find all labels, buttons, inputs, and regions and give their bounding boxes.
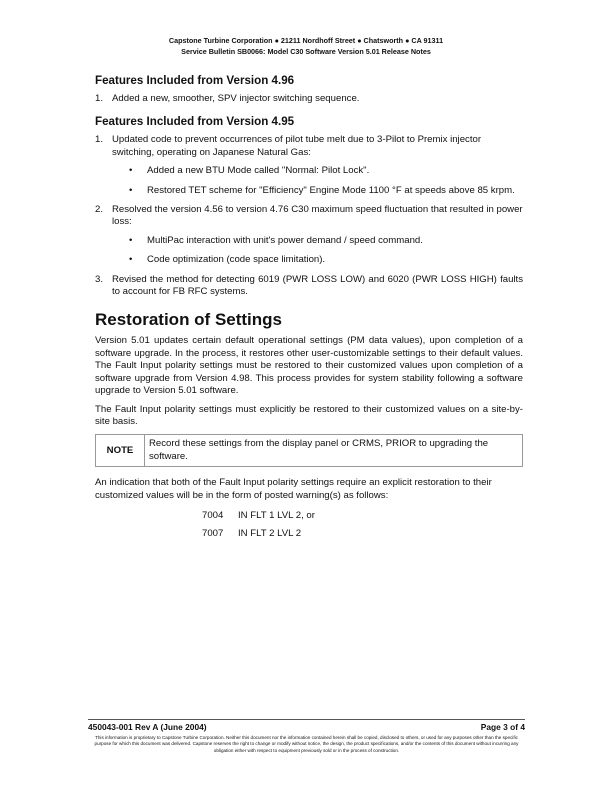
bullet-text: Code optimization (code space limitation). [147,254,326,266]
v495-item-2 [95,204,523,229]
item-number: 3. [95,273,104,285]
bullet-icon: • [129,184,133,196]
footer-disclaimer: This information is proprietary to Capstone Turbine Corporation. Neither this document nor the information contained herein shall be copied, disclosed to others, or used for any purposes other than the specific purpose for which this document was delivered. Capstone reserves the right to change or modify without notice, the design, the product specifications, and/or the contents of this document without incurring any obligation either with respect to equipment previously sold or in the process of construction. [94,735,519,753]
bullet-text: Added a new BTU Mode called "Normal: Pilot Lock". [147,165,370,177]
footer-divider [88,719,525,720]
item-text: Updated code to prevent occurrences of pilot tube melt due to 3-Pilot to Premix injector switching, operating on Japanese Natural Gas: [112,134,482,158]
restoration-paragraph-3: An indication that both of the Fault Input polarity settings require an explicit restoration to their customized values will be in the form of posted warning(s) as follows: [95,477,492,501]
page-header [0,36,612,57]
footer-page-number: Page 3 of 4 [480,722,525,732]
footer-doc-id: 450043-001 Rev A (June 2004) [88,722,207,732]
bullet-icon: • [129,165,133,177]
v495-item-2-bullet-2 [95,254,523,266]
item-number: 1. [95,134,104,146]
note-text: Record these settings from the display panel or CRMS, PRIOR to upgrading the software. [149,438,489,462]
warning-code-row [202,510,523,522]
item-text: Added a new, smoother, SPV injector switching sequence. [112,93,360,104]
v495-item-1-bullet-2 [95,185,523,197]
warning-code-row [202,528,523,540]
v495-item-1-bullet-1 [95,165,523,177]
v495-item-1 [95,134,523,159]
item-text: Resolved the version 4.56 to version 4.76 C30 maximum speed fluctuation that resulted in power loss: [112,204,523,228]
item-number: 1. [95,93,104,104]
bullet-text: Restored TET scheme for "Efficiency" Engine Mode 1100 °F at speeds above 85 krpm. [147,184,515,196]
v495-item-3 [95,274,523,299]
restoration-paragraph-1: Version 5.01 updates certain default operational settings (PM data values), upon completion of a software upgrade. In the process, it restores other user-customizable settings to their default values. The Fault Input polarity settings must be restored to their customized values upon completion of a software upgrade from Version 4.98. This process provides for system stability following a software upgrade to Version 5.01 software. [95,335,523,397]
warning-codes [202,510,523,541]
bullet-icon: • [129,234,133,246]
v496-item-1 [95,93,523,105]
heading-v495: Features Included from Version 4.95 [95,115,295,129]
bullet-icon: • [129,254,133,266]
warning-description: IN FLT 1 LVL 2, or [238,509,315,521]
restoration-paragraph-2: The Fault Input polarity settings must explicitly be restored to their customized values on a site-by-site basis. [95,403,523,427]
footer-bar [88,722,525,732]
main-content [95,74,523,547]
note-box [95,434,523,467]
v495-item-2-bullet-1 [95,235,523,247]
header-bulletin-line: Service Bulletin SB0066: Model C30 Software Version 5.01 Release Notes [181,46,431,56]
note-label: NOTE [96,435,145,466]
warning-code: 7007 [202,528,224,540]
item-text: Revised the method for detecting 6019 (PWR LOSS LOW) and 6020 (PWR LOSS HIGH) faults to account for FB RFC systems. [112,273,523,298]
warning-code: 7004 [202,509,224,521]
heading-v496: Features Included from Version 4.96 [95,74,295,87]
item-number: 2. [95,204,104,216]
heading-restoration: Restoration of Settings [95,310,283,330]
bullet-text: MultiPac interaction with unit's power demand / speed command. [147,234,423,246]
warning-description: IN FLT 2 LVL 2 [238,528,302,540]
header-company-line: Capstone Turbine Corporation ● 21211 Nordhoff Street ● Chatsworth ● CA 91311 [168,36,444,45]
